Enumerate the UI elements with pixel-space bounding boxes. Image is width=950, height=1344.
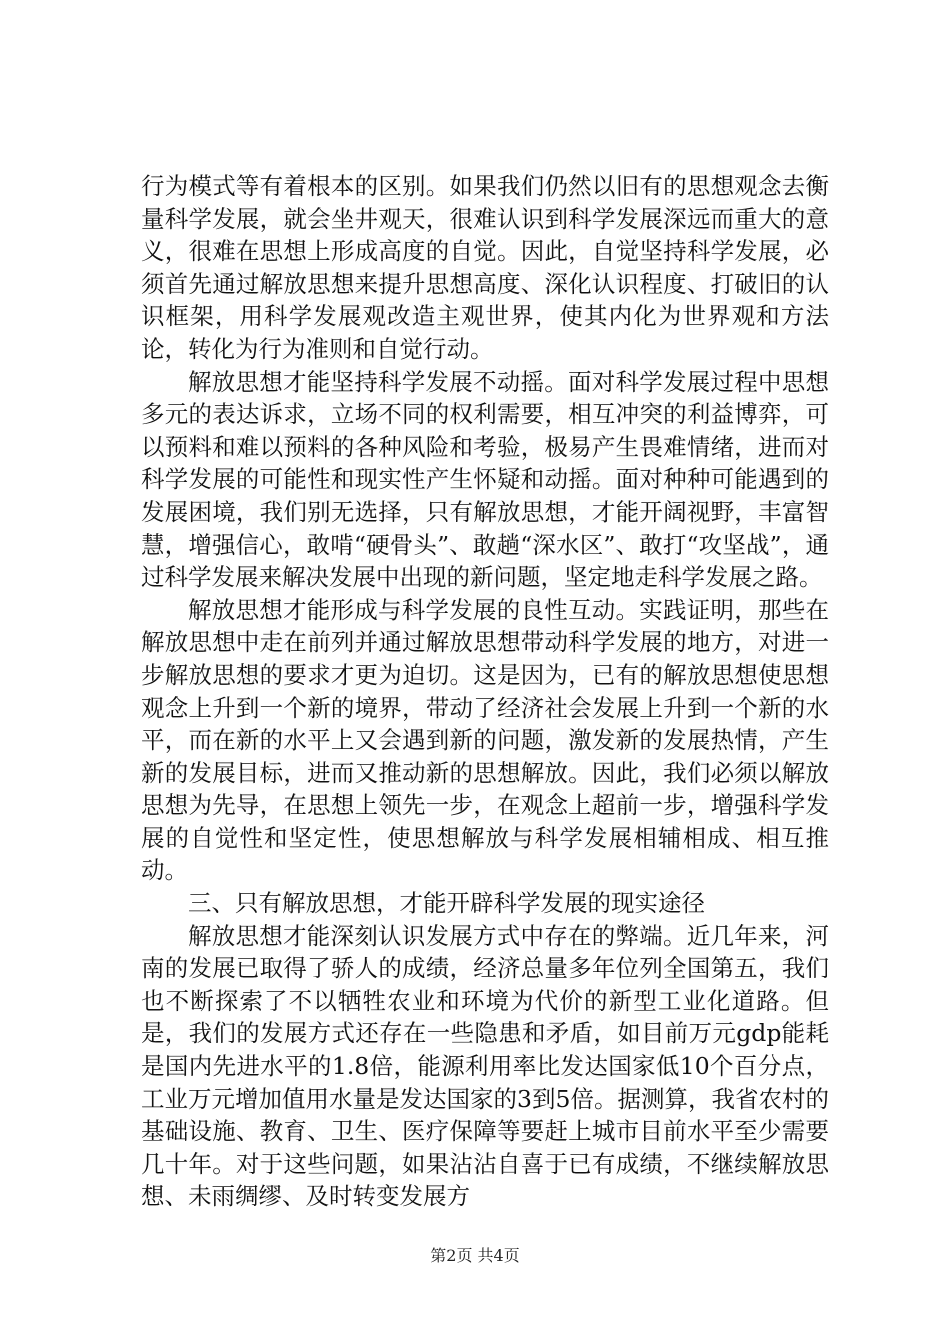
- paragraph-continuation: 行为模式等有着根本的区别。如果我们仍然以旧有的思想观念去衡量科学发展，就会坐井观天，很难认识到科学发展深远而重大的意义，很难在思想上形成高度的自觉。因此，自觉坚持科学发展，必须首先通过解放思想来提升思想高度、深化认识程度、打破旧的认识框架，用科学发展观改造主观世界，使其内化为世界观和方法论，转化为行为准则和自觉行动。: [141, 172, 829, 363]
- section-heading: 三、只有解放思想，才能开辟科学发展的现实途径: [188, 889, 705, 918]
- paragraph-interaction: 解放思想才能形成与科学发展的良性互动。实践证明，那些在解放思想中走在前列并通过解放思想带动科学发展的地方，对进一步解放思想的要求才更为迫切。这是因为，已有的解放思想使思想观念上升到一个新的境界，带动了经济社会发展上升到一个新的水平，而在新的水平上又会遇到新的问题，激发新的发展热情，产生新的发展目标，进而又推动新的思想解放。因此，我们必须以解放思想为先导，在思想上领先一步，在观念上超前一步，增强科学发展的自觉性和坚定性，使思想解放与科学发展相辅相成、相互推动。: [141, 595, 829, 885]
- paragraph-development-mode: 解放思想才能深刻认识发展方式中存在的弊端。近几年来，河南的发展已取得了骄人的成绩，经济总量多年位列全国第五，我们也不断探索了不以牺牲农业和环境为代价的新型工业化道路。但是，我们的发展方式还存在一些隐患和矛盾，如目前万元gdp能耗是国内先进水平的1.8倍，能源利用率比发达国家低10个百分点，工业万元增加值用水量是发达国家的3到5倍。据测算，我省农村的基础设施、教育、卫生、医疗保障等要赶上城市目前水平至少需要几十年。对于这些问题，如果沾沾自喜于已有成绩，不继续解放思想、未雨绸缪、及时转变发展方: [141, 921, 829, 1211]
- body-text: [141, 170, 829, 1213]
- paragraph-unwavering: 解放思想才能坚持科学发展不动摇。面对科学发展过程中思想多元的表达诉求，立场不同的权利需要，相互冲突的利益博弈，可以预料和难以预料的各种风险和考验，极易产生畏难情绪，进而对科学发展的可能性和现实性产生怀疑和动摇。面对种种可能遇到的发展困境，我们别无选择，只有解放思想，才能开阔视野，丰富智慧，增强信心，敢啃“硬骨头”、敢趟“深水区”、敢打“攻坚战”，通过科学发展来解决发展中出现的新问题，坚定地走科学发展之路。: [141, 367, 829, 592]
- page-number-footer: 第2页 共4页: [430, 1246, 520, 1265]
